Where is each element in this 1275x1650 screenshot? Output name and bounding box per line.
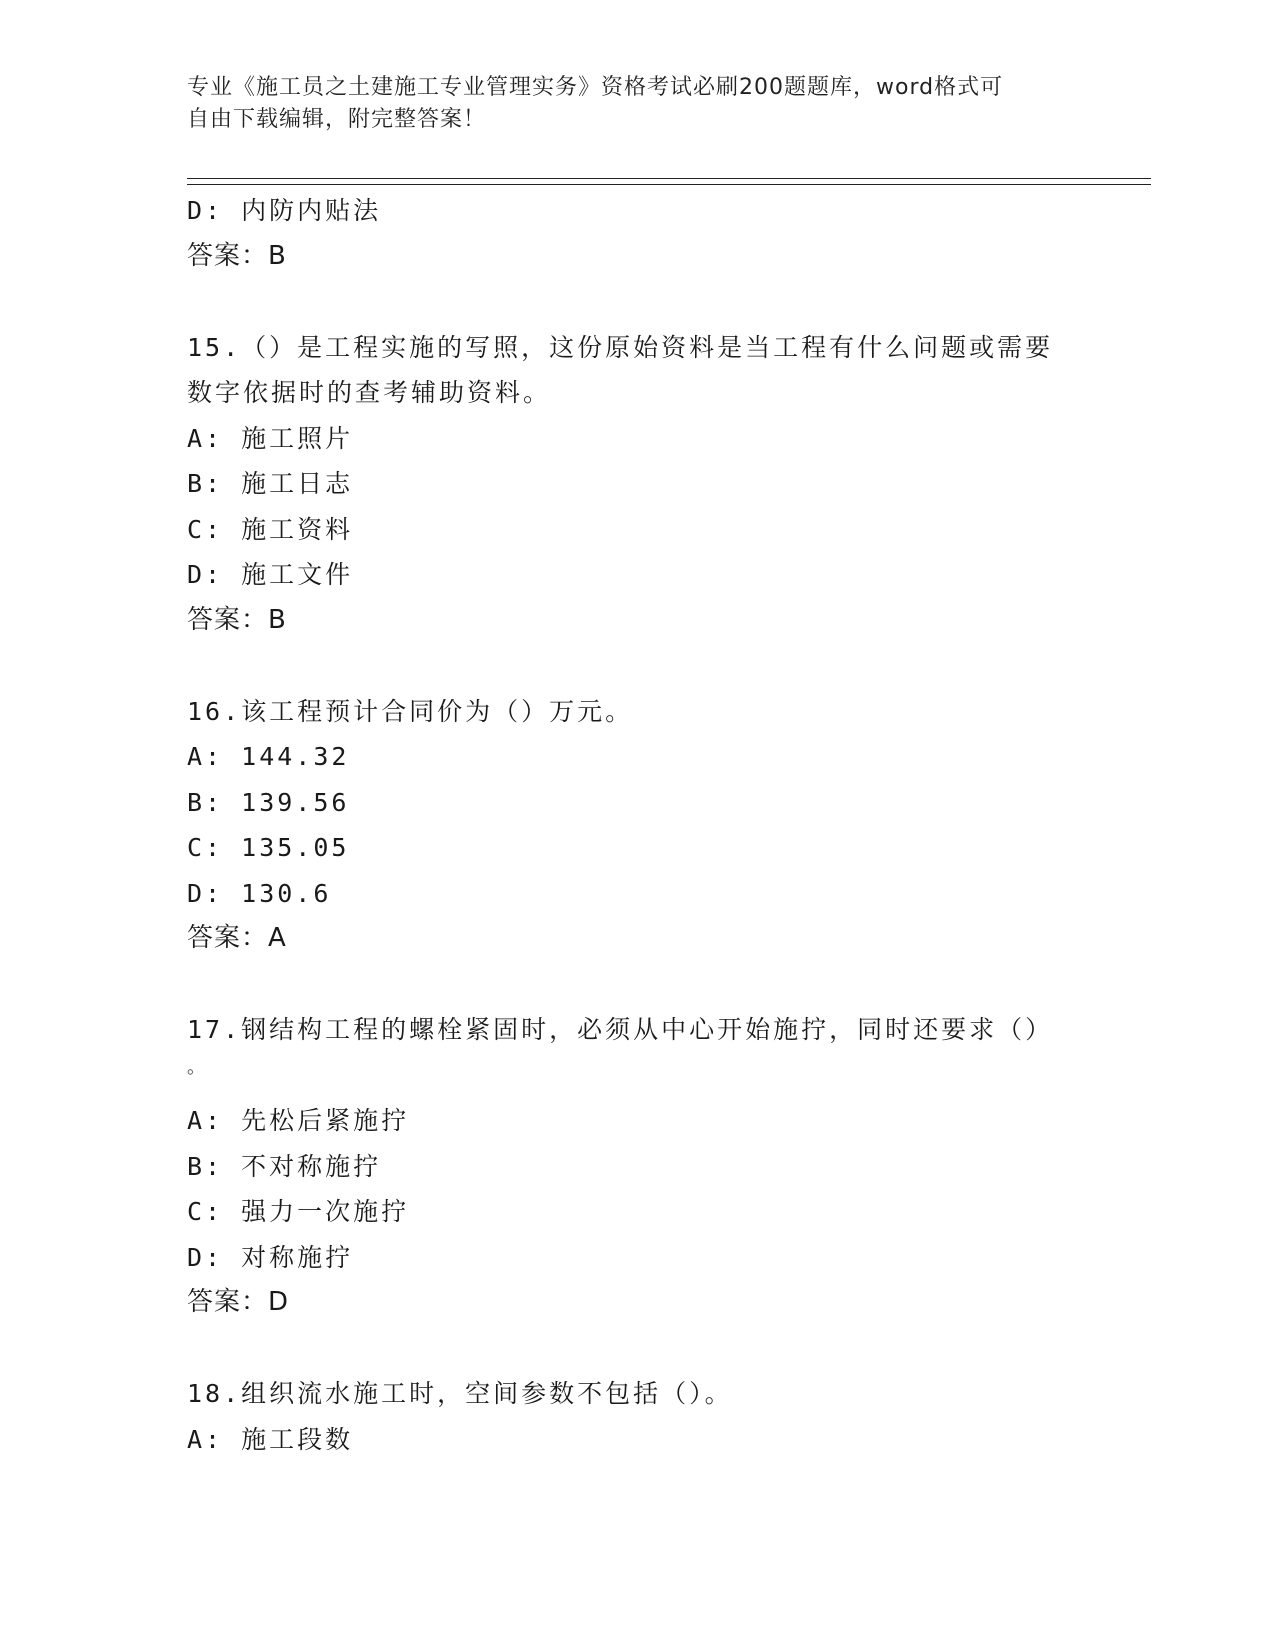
answer: 答案：B (187, 604, 287, 635)
spacer (187, 1326, 1087, 1372)
option-a: A: 先松后紧施拧 (187, 1106, 410, 1135)
question-17 (187, 1007, 1087, 1326)
question-stem: 16.该工程预计合同价为（）万元。 (187, 696, 634, 726)
option-c: C: 施工资料 (187, 514, 354, 544)
option-b: B: 施工日志 (187, 469, 354, 498)
question-stem: 18.组织流水施工时，空间参数不包括（）。 (187, 1379, 733, 1408)
question-stem: 17.钢结构工程的螺栓紧固时，必须从中心开始施拧，同时还要求（） (187, 1015, 1054, 1044)
option-d: D: 130.6 (187, 878, 332, 908)
question-list (187, 188, 1087, 1462)
option-c: C: 强力一次施拧 (187, 1197, 410, 1226)
question-15 (187, 325, 1087, 644)
option-a: A: 施工照片 (187, 423, 354, 453)
header-title-line2: 自由下载编辑，附完整答案！ (187, 107, 487, 132)
header-title-line1: 专业《施工员之土建施工专业管理实务》资格考试必刷200题题库，word格式可 (187, 75, 1004, 100)
header-divider (187, 178, 1151, 185)
prev-answer: 答案：B (187, 240, 287, 271)
question-16 (187, 689, 1087, 962)
option-a: A: 施工段数 (187, 1424, 354, 1454)
spacer (187, 279, 1087, 325)
page-header (187, 72, 1087, 136)
question-stem-continued: 。 (187, 1056, 208, 1078)
answer: 答案：D (187, 1287, 290, 1317)
option-a: A: 144.32 (187, 742, 350, 771)
answer: 答案：A (187, 923, 287, 953)
question-18 (187, 1371, 1087, 1462)
option-b: B: 不对称施拧 (187, 1151, 382, 1181)
spacer (187, 643, 1087, 689)
option-d: D: 施工文件 (187, 560, 354, 589)
option-d: D: 对称施拧 (187, 1242, 354, 1272)
question-stem: 15.（）是工程实施的写照，这份原始资料是当工程有什么问题或需要 (187, 332, 1054, 362)
prev-option-d: D: 内防内贴法 (187, 196, 382, 225)
option-b: B: 139.56 (187, 787, 350, 817)
option-c: C: 135.05 (187, 833, 350, 862)
spacer (187, 962, 1087, 1008)
question-stem-continued: 数字依据时的查考辅助资料。 (187, 378, 552, 407)
